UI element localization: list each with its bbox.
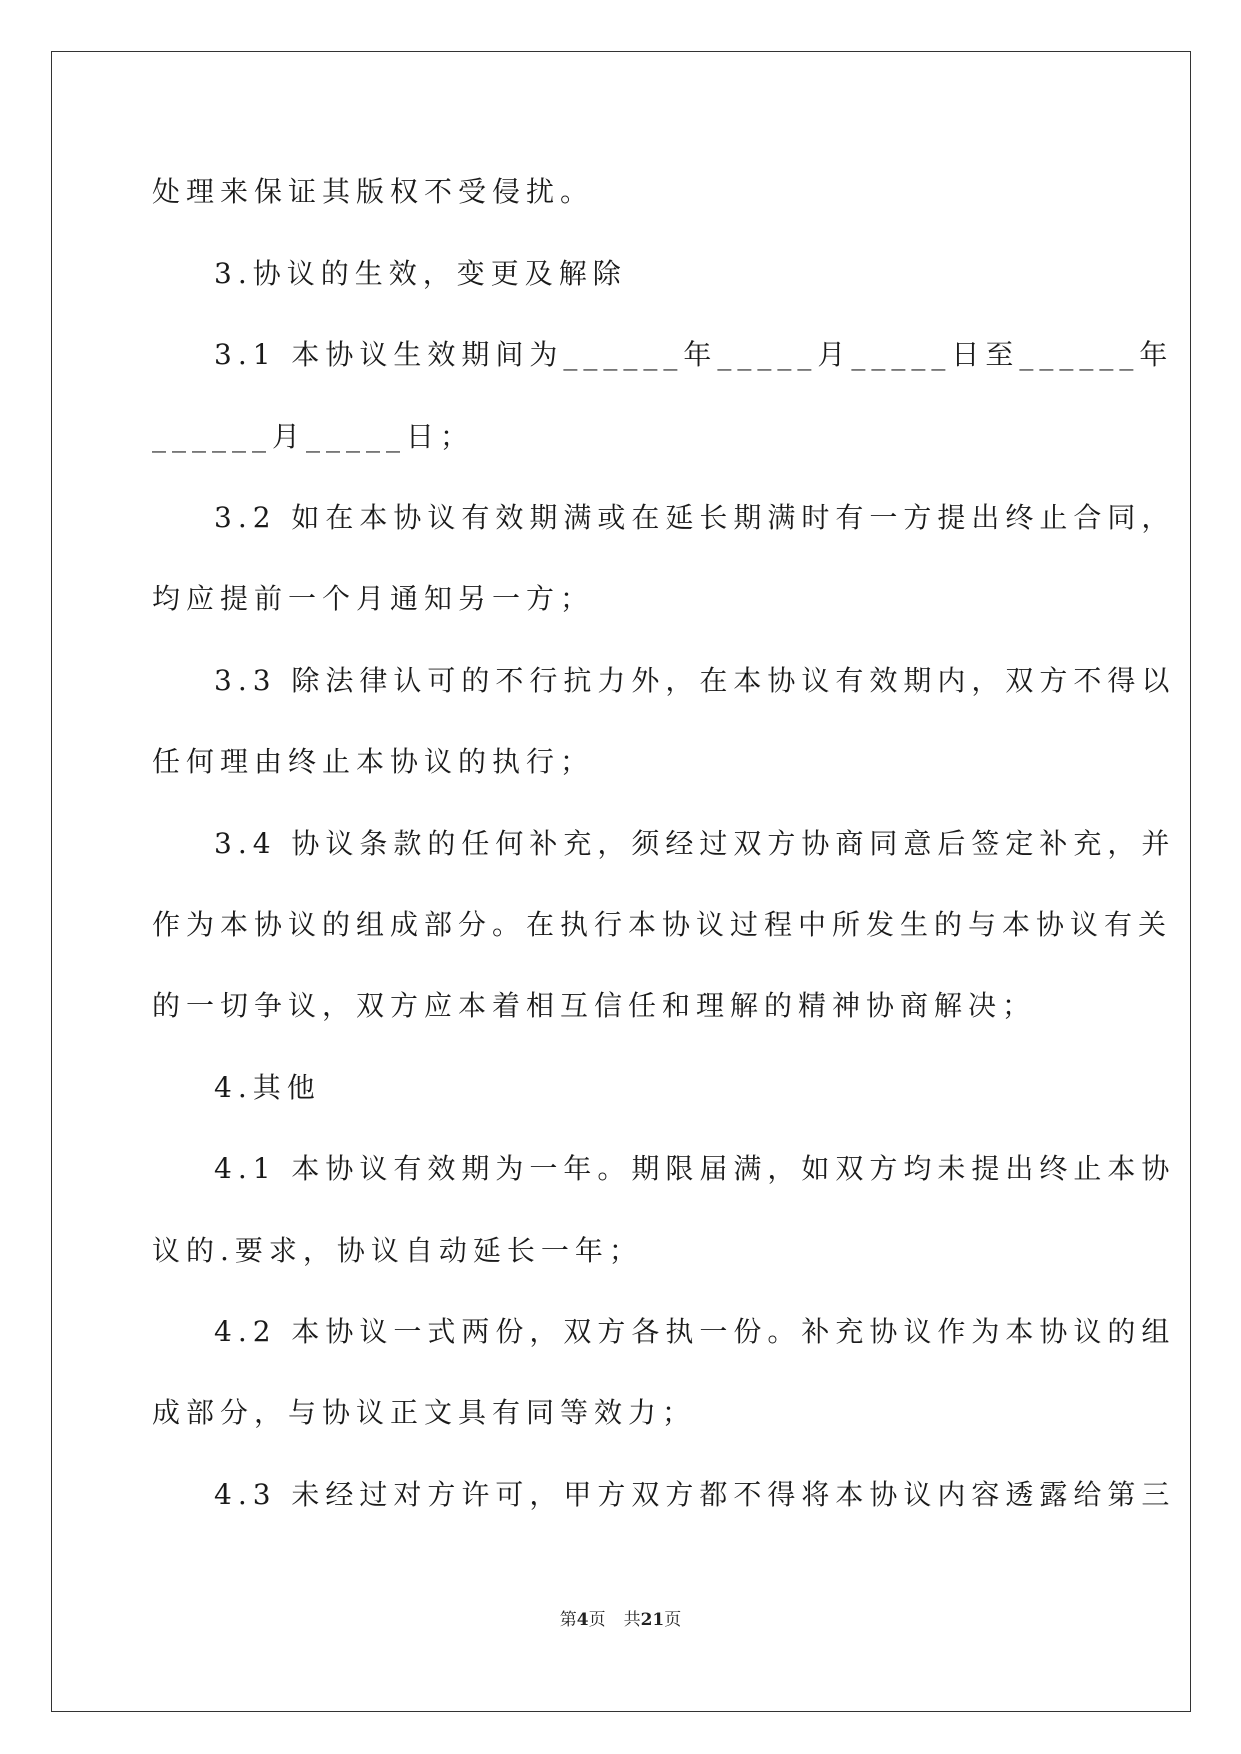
text-line: ______月_____日； — [152, 420, 475, 453]
text-line: 3.1 本协议生效期间为______年_____月_____日至______年 — [214, 338, 1174, 371]
text-line: 的一切争议，双方应本着相互信任和理解的精神协商解决； — [152, 989, 1037, 1022]
page-footer — [0, 1605, 1241, 1630]
text-line: 4.3 未经过对方许可，甲方双方都不得将本协议内容透露给第三 — [214, 1478, 1176, 1511]
total-prefix: 共 — [623, 1610, 641, 1630]
page-border — [51, 51, 1191, 1712]
page-total: 21 — [640, 1610, 665, 1630]
text-line: 作为本协议的组成部分。在执行本协议过程中所发生的与本协议有关 — [152, 908, 1173, 941]
text-line: 4.2 本协议一式两份，双方各执一份。补充协议作为本协议的组 — [214, 1315, 1176, 1348]
text-line: 任何理由终止本协议的执行； — [152, 745, 595, 778]
text-line: 3.4 协议条款的任何补充，须经过双方协商同意后签定补充，并 — [214, 827, 1176, 860]
page-number: 4 — [576, 1610, 589, 1630]
page-suffix: 页 — [588, 1610, 606, 1630]
text-line: 3.2 如在本协议有效期满或在延长期满时有一方提出终止合同， — [214, 501, 1176, 534]
text-line: 处理来保证其版权不受侵扰。 — [152, 175, 595, 208]
text-line: 成部分，与协议正文具有同等效力； — [152, 1396, 697, 1429]
text-line: 均应提前一个月通知另一方； — [152, 582, 595, 615]
text-line: 议的.要求，协议自动延长一年； — [152, 1234, 643, 1267]
section-heading: 3.协议的生效，变更及解除 — [214, 257, 627, 290]
page-prefix: 第 — [559, 1610, 577, 1630]
section-heading: 4.其他 — [214, 1071, 321, 1104]
text-line: 3.3 除法律认可的不行抗力外，在本协议有效期内，双方不得以 — [214, 664, 1176, 697]
total-suffix: 页 — [664, 1610, 682, 1630]
text-line: 4.1 本协议有效期为一年。期限届满，如双方均未提出终止本协 — [214, 1152, 1176, 1185]
